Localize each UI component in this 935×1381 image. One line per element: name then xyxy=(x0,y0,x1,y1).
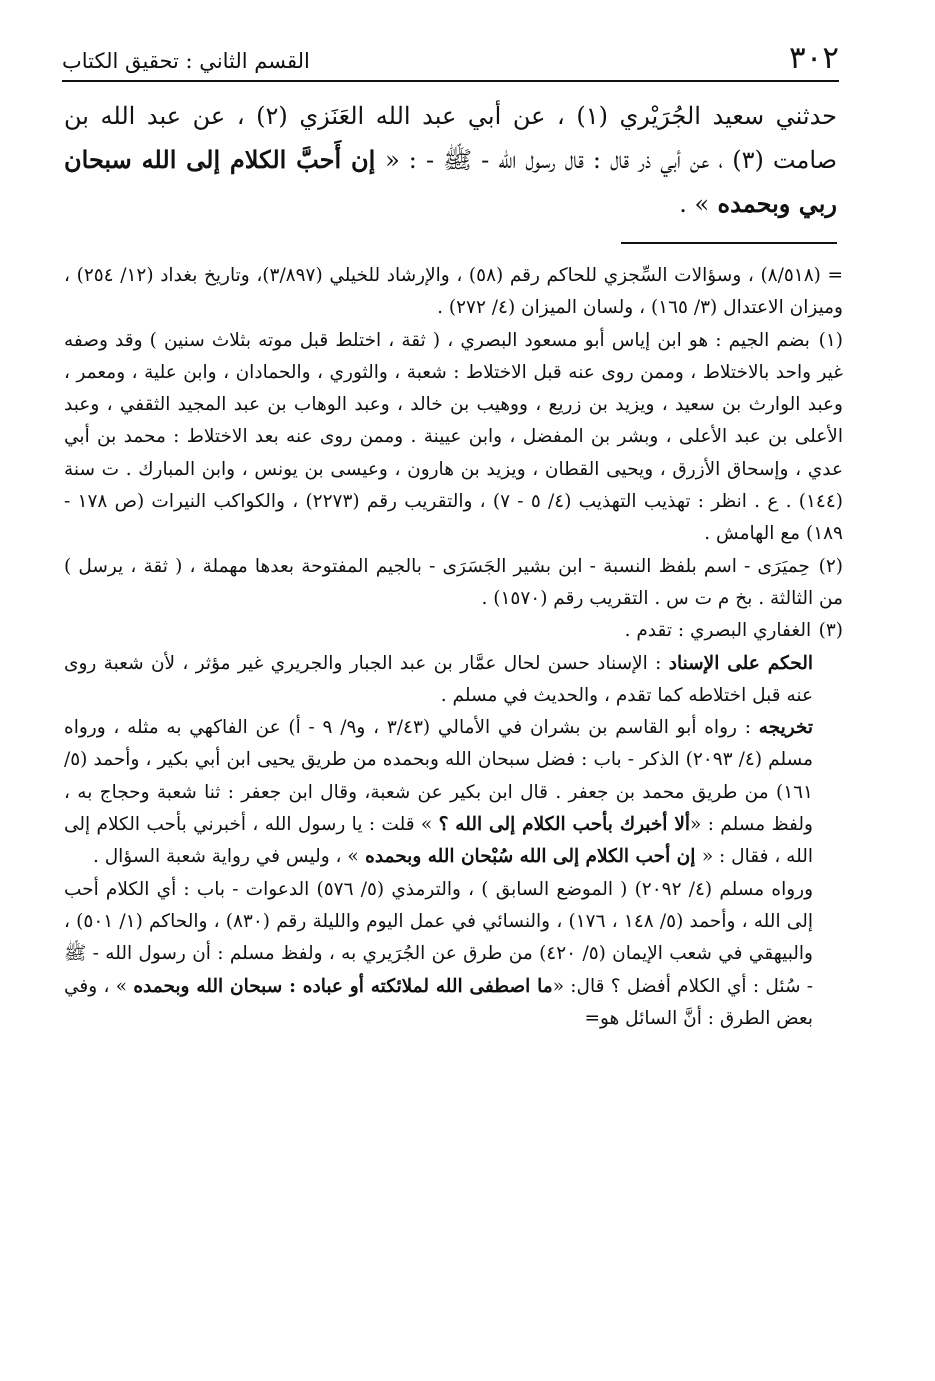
riwaya-text-a: ورواه مسلم (٤/ ٢٠٩٢) ( الموضع السابق ) ، والترمذي (٥/ ٥٧٦) الدعوات - باب : أي الكلام أحب إلى الله ، وأحمد (٥/ ١٤٨ ، ١٧٦) ، والنسائي في عمل اليوم والليلة رقم (٨٣٠) ، والحاكم (١/ ٥٠١) ، والبيهقي في شعب الإيمان (٥/ ٤٢٠) من طرق عن الجُرَيري به ، ولفظ مسلم : أن رسول الله - ﷺ - سُئل : أي الكلام أفضل ؟ قال: « xyxy=(64,878,814,997)
isnad-text: حدثني سعيد الجُرَيْري (١) ، عن أبي عبد الله العَنَزي (٢) ، عن عبد الله بن صامت (٣) ، عن أبي ذر قال : قال رسول الله - ﷺ - : « xyxy=(64,102,838,174)
hukm-paragraph xyxy=(64,648,843,713)
footnotes xyxy=(64,260,843,1035)
footnote-divider xyxy=(621,242,837,244)
riwaya-text-b: » ، وفي بعض الطرق : أنَّ السائل هو= xyxy=(64,975,813,1029)
footnote-1-text: بضم الجيم : هو ابن إياس أبو مسعود البصري ، ( ثقة ، اختلط قبل موته بثلاث سنين ) وقد وصفه غير واحد بالاختلاط ، وممن روى عنه قبل الاختلاط : شعبة ، والثوري ، والحمادان ، وابن علية ، ومعمر ، وعبد الوارث بن سعيد ، ويزيد بن زريع ، ووهيب بن خالد ، وعبد الوهاب بن عبد المجيد الثقفي ، وعبد الأعلى بن عبد الأعلى ، وبشر بن المفضل ، وابن عيينة . وممن روى عنه بعد الاختلاط : محمد بن أبي عدي ، وإسحاق الأزرق ، ويحيى القطان ، ويزيد بن هارون ، وعيسى بن يونس ، وابن المبارك . ت سنة (١٤٤) . ع . انظر : تهذيب التهذيب (٤/ ٥ - ٧) ، والتقريب رقم (٢٢٧٣) ، والكواكب النيرات (ص ١٧٨ - ١٨٩) مع الهامش . xyxy=(64,329,843,545)
takhrij-quote-1: ألا أخبرك بأحب الكلام إلى الله ؟ xyxy=(438,814,691,836)
takhrij-quote-2: إن أحب الكلام إلى الله سُبْحان الله وبحمده xyxy=(358,846,702,868)
quote-close: » . xyxy=(679,190,710,218)
takhrij-label: تخريجه xyxy=(758,717,814,739)
takhrij-paragraph xyxy=(64,712,843,873)
page-number: ٣٠٢ xyxy=(789,40,839,76)
hadith-quote: إن أَحبَّ الكلام إلى الله سبحان ربي وبحمده xyxy=(64,145,837,218)
footnote-1 xyxy=(64,325,843,551)
footnote-3 xyxy=(64,615,843,647)
hukm-label: الحكم على الإسناد xyxy=(668,652,813,674)
running-title: القسم الثاني : تحقيق الكتاب xyxy=(62,49,310,73)
footnote-2-marker: (٢) xyxy=(818,555,843,577)
footnote-3-marker: (٣) xyxy=(818,620,843,642)
hukm-text: : الإسناد حسن لحال عمَّار بن عبد الجبار والجريري غير مؤثر ، لأن شعبة روى عنه قبل اختلاطه كما تقدم ، والحديث في مسلم . xyxy=(64,652,813,706)
footnote-2 xyxy=(64,551,843,616)
riwaya-paragraph xyxy=(64,874,843,1035)
hadith-paragraph xyxy=(64,94,837,226)
takhrij-text-b: » قلت : يا رسول الله ، أخبرني بأحب الكلام إلى الله ، فقال : « xyxy=(64,814,813,868)
footnote-continuation: = (٨/٥١٨) ، وسؤالات السِّجزي للحاكم رقم (٥٨) ، والإرشاد للخيلي (٣/٨٩٧)، وتاريخ بغداد (١٢/ ٢٥٤) ، وميزان الاعتدال (٣/ ١٦٥) ، ولسان الميزان (٤/ ٢٧٢) . xyxy=(64,265,843,319)
main-text xyxy=(64,94,837,226)
takhrij-text-a: : رواه أبو القاسم بن بشران في الأمالي (٣/٤٣ ، و٩/ ٩ - أ) عن الفاكهي به مثله ، ورواه مسلم (٤/ ٢٠٩٣) الذكر - باب : فضل سبحان الله وبحمده من طريق يحيى ابن أبي بكير ، وأحمد (٥/ ١٦١) من طريق محمد بن جعفر . قال ابن بكير عن شعبة، وقال ابن جعفر : ثنا شعبة وحجاج به ، ولفظ مسلم : « xyxy=(64,717,813,836)
page-header xyxy=(62,38,839,82)
footnote-2-text: حِميَرَى - اسم بلفظ النسبة - ابن بشير الجَسَرَى - بالجيم المفتوحة بعدها مهملة ، ( ثقة ، يرسل ) من الثالثة . بخ م ت س . التقريب رقم (١٥٧٠) . xyxy=(64,555,843,609)
footnote-1-marker: (١) xyxy=(818,329,843,351)
takhrij-text-c: » ، وليس في رواية شعبة السؤال . xyxy=(92,846,359,868)
footnote-3-text: الغفاري البصري : تقدم . xyxy=(624,620,812,642)
riwaya-quote: ما اصطفى الله لملائكته أو عباده : سبحان الله وبحمده xyxy=(133,975,553,997)
